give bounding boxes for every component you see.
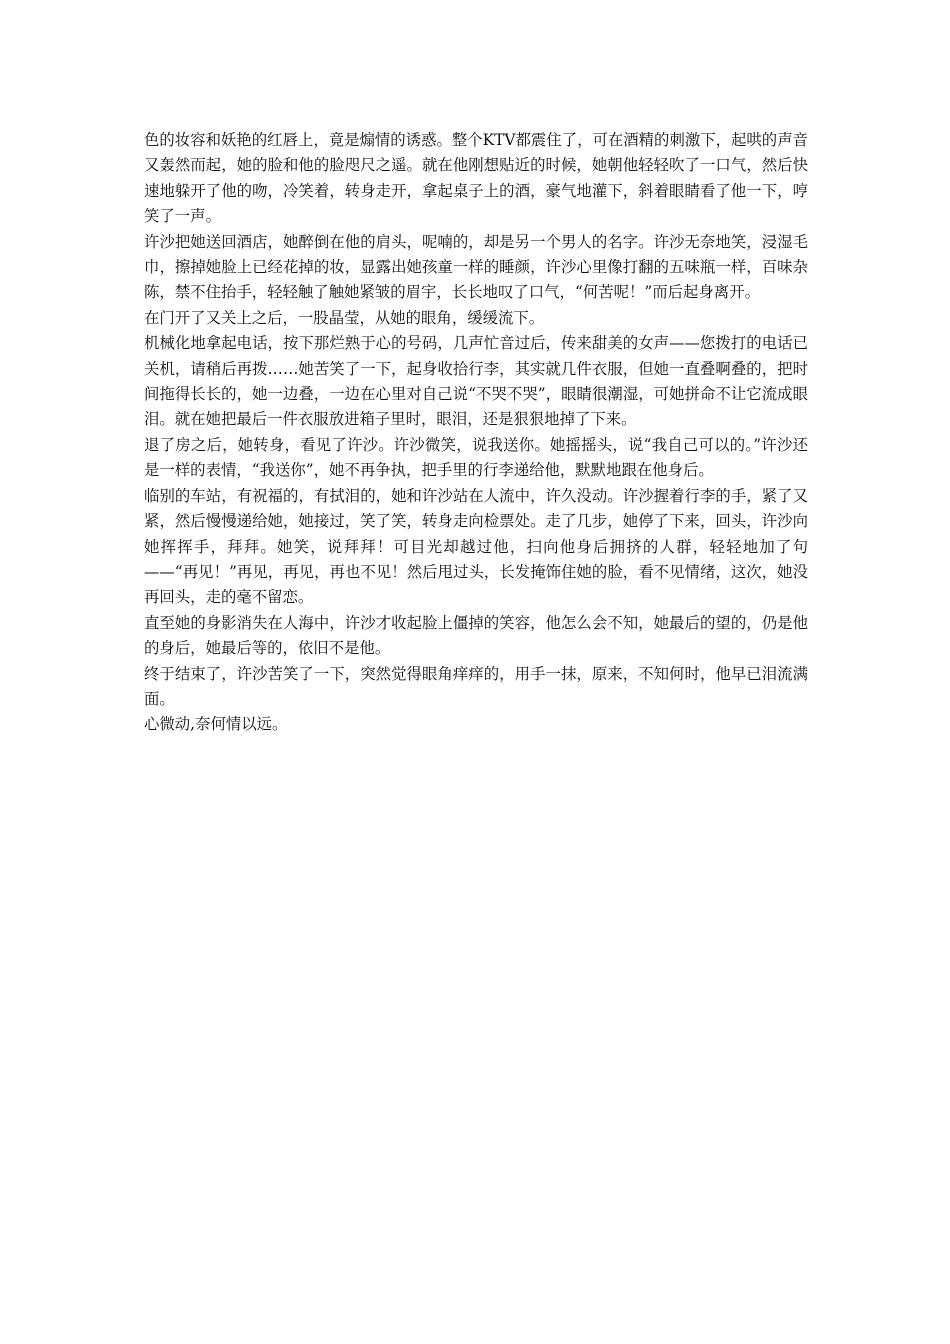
paragraph-4: 机械化地拿起电话，按下那烂熟于心的号码，几声忙音过后，传来甜美的女声——您拨打的电话已关机，请稍后再拨……她苦笑了一下，起身收拾行李，其实就几件衣服，但她一直叠啊叠的，把时间拖得长长的，她一边叠，一边在心里对自己说“不哭不哭”，眼睛很潮湿，可她拼命不让它流成眼泪。就在她把最后一件衣服放进箱子里时，眼泪，还是狠狠地掉了下来。 — [144, 334, 808, 429]
paragraph-2: 许沙把她送回酒店，她醉倒在他的肩头，呢喃的，却是另一个男人的名字。许沙无奈地笑，浸湿毛巾，擦掉她脸上已经花掉的妆，显露出她孩童一样的睡颜，许沙心里像打翻的五味瓶一样，百味杂陈，禁不住抬手，轻轻触了触她紧皱的眉宇，长长地叹了口气，“何苦呢！”而后起身离开。 — [144, 232, 808, 302]
paragraph-9: 心微动,奈何情以远。 — [144, 715, 288, 734]
paragraph-5: 退了房之后，她转身，看见了许沙。许沙微笑，说我送你。她摇摇头，说“我自己可以的。”许沙还是一样的表情，“我送你”，她不再争执，把手里的行李递给他，默默地跟在他身后。 — [144, 435, 808, 480]
paragraph-1: 色的妆容和妖艳的红唇上，竟是煽情的诱惑。整个KTV都震住了，可在酒精的刺激下，起哄的声音又轰然而起，她的脸和他的脸咫尺之遥。就在他刚想贴近的时候，她朝他轻轻吹了一口气，然后快速地躲开了他的吻，冷笑着，转身走开，拿起桌子上的酒，豪气地灌下，斜着眼睛看了他一下，哼笑了一声。 — [144, 131, 808, 226]
document-body — [144, 128, 808, 738]
paragraph-3: 在门开了又关上之后，一股晶莹，从她的眼角，缓缓流下。 — [144, 308, 545, 327]
paragraph-7: 直至她的身影消失在人海中，许沙才收起脸上僵掉的笑容，他怎么会不知，她最后的望的，仍是他的身后，她最后等的，依旧不是他。 — [144, 613, 808, 658]
paragraph-8: 终于结束了，许沙苦笑了一下，突然觉得眼角痒痒的，用手一抹，原来，不知何时，他早已泪流满面。 — [144, 664, 808, 708]
paragraph-6: 临别的车站，有祝福的，有拭泪的，她和许沙站在人流中，许久没动。许沙握着行李的手，紧了又紧，然后慢慢递给她，她接过，笑了笑，转身走向检票处。走了几步，她停了下来，回头，许沙向她挥挥手，拜拜。她笑，说拜拜！可目光却越过他，扫向他身后拥挤的人群，轻轻地加了句——“再见！”再见，再见，再也不见！然后甩过头，长发掩饰住她的脸，看不见情绪，这次，她没再回头，走的毫不留恋。 — [144, 486, 808, 607]
